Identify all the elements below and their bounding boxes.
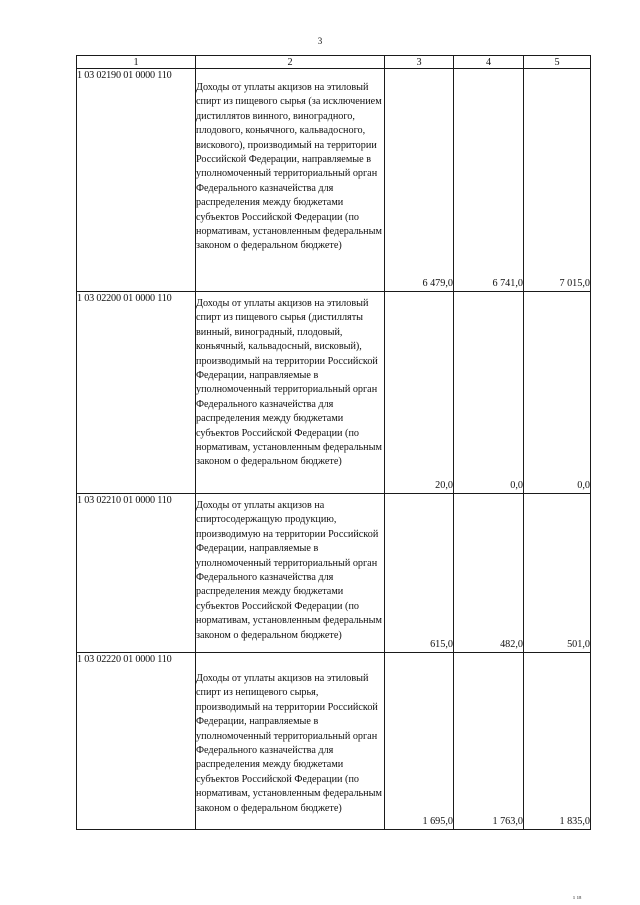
row-name-text: Доходы от уплаты акцизов на этиловый спирт из непищевого сырья, производимый на территории Российской Федерации, направляемые в уполномоченный территориальный орган Федерального казначейства для распределения между бюджетами субъектов Российской Федерации (по нормативам, установленным федеральным законом о федеральном бюджете) [196, 673, 382, 814]
row-name-text: Доходы от уплаты акцизов на этиловый спирт из пищевого сырья (дистилляты винный, виноградный, плодовый, коньячный, кальвадосный, висковый), производимый на территории Российской Федерации, направляемые в уполномоченный территориальный орган Федерального казначейства для распределения между бюджетами субъектов Российской Федерации (по нормативам, установленным федеральным законом о федеральном бюджете) [196, 298, 382, 468]
row-code: 1 03 02210 01 0000 110 [77, 494, 196, 653]
table-row [77, 494, 591, 653]
table-row [77, 69, 591, 292]
row-code: 1 03 02200 01 0000 110 [77, 292, 196, 494]
row-code: 1 03 02190 01 0000 110 [77, 69, 196, 292]
table-row [77, 653, 591, 830]
row-value-col4: 1 763,0 [454, 653, 524, 830]
row-name [196, 69, 385, 292]
column-header-4: 4 [454, 56, 524, 69]
row-name [196, 292, 385, 494]
table-header-row [77, 56, 591, 69]
column-header-3: 3 [385, 56, 454, 69]
row-value-col4: 6 741,0 [454, 69, 524, 292]
row-value-col3: 615,0 [385, 494, 454, 653]
row-value-col3: 20,0 [385, 292, 454, 494]
row-value-col5: 501,0 [524, 494, 591, 653]
row-value-col3: 1 695,0 [385, 653, 454, 830]
page-number: 3 [317, 36, 323, 46]
row-name-text: Доходы от уплаты акцизов на этиловый спирт из пищевого сырья (за исключением дистиллятов винного, виноградного, плодового, коньячного, кальвадосного, вискового), производимый на территории Российской Федерации, направляемые в уполномоченный территориальный орган Федерального казначейства для распределения между бюджетами субъектов Российской Федерации (по нормативам, установленным федеральным законом о федеральном бюджете) [196, 82, 382, 252]
row-name [196, 494, 385, 653]
column-header-2: 2 [196, 56, 385, 69]
row-name [196, 653, 385, 830]
row-value-col5: 0,0 [524, 292, 591, 494]
column-header-1: 1 [77, 56, 196, 69]
row-value-col4: 0,0 [454, 292, 524, 494]
row-name-text: Доходы от уплаты акцизов на спиртосодержащую продукцию, производимую на территории Российской Федерации, направляемые в уполномоченный территориальный орган Федерального казначейства для распределения между бюджетами субъектов Российской Федерации (по нормативам, установленным федеральным законом о федеральном бюджете) [196, 500, 382, 641]
row-value-col4: 482,0 [454, 494, 524, 653]
column-header-5: 5 [524, 56, 591, 69]
row-code: 1 03 02220 01 0000 110 [77, 653, 196, 830]
budget-table [76, 55, 591, 830]
table-row [77, 292, 591, 494]
row-value-col5: 7 015,0 [524, 69, 591, 292]
scan-footer-mark: ¹ ¹⁸ [573, 895, 582, 903]
row-value-col3: 6 479,0 [385, 69, 454, 292]
row-value-col5: 1 835,0 [524, 653, 591, 830]
